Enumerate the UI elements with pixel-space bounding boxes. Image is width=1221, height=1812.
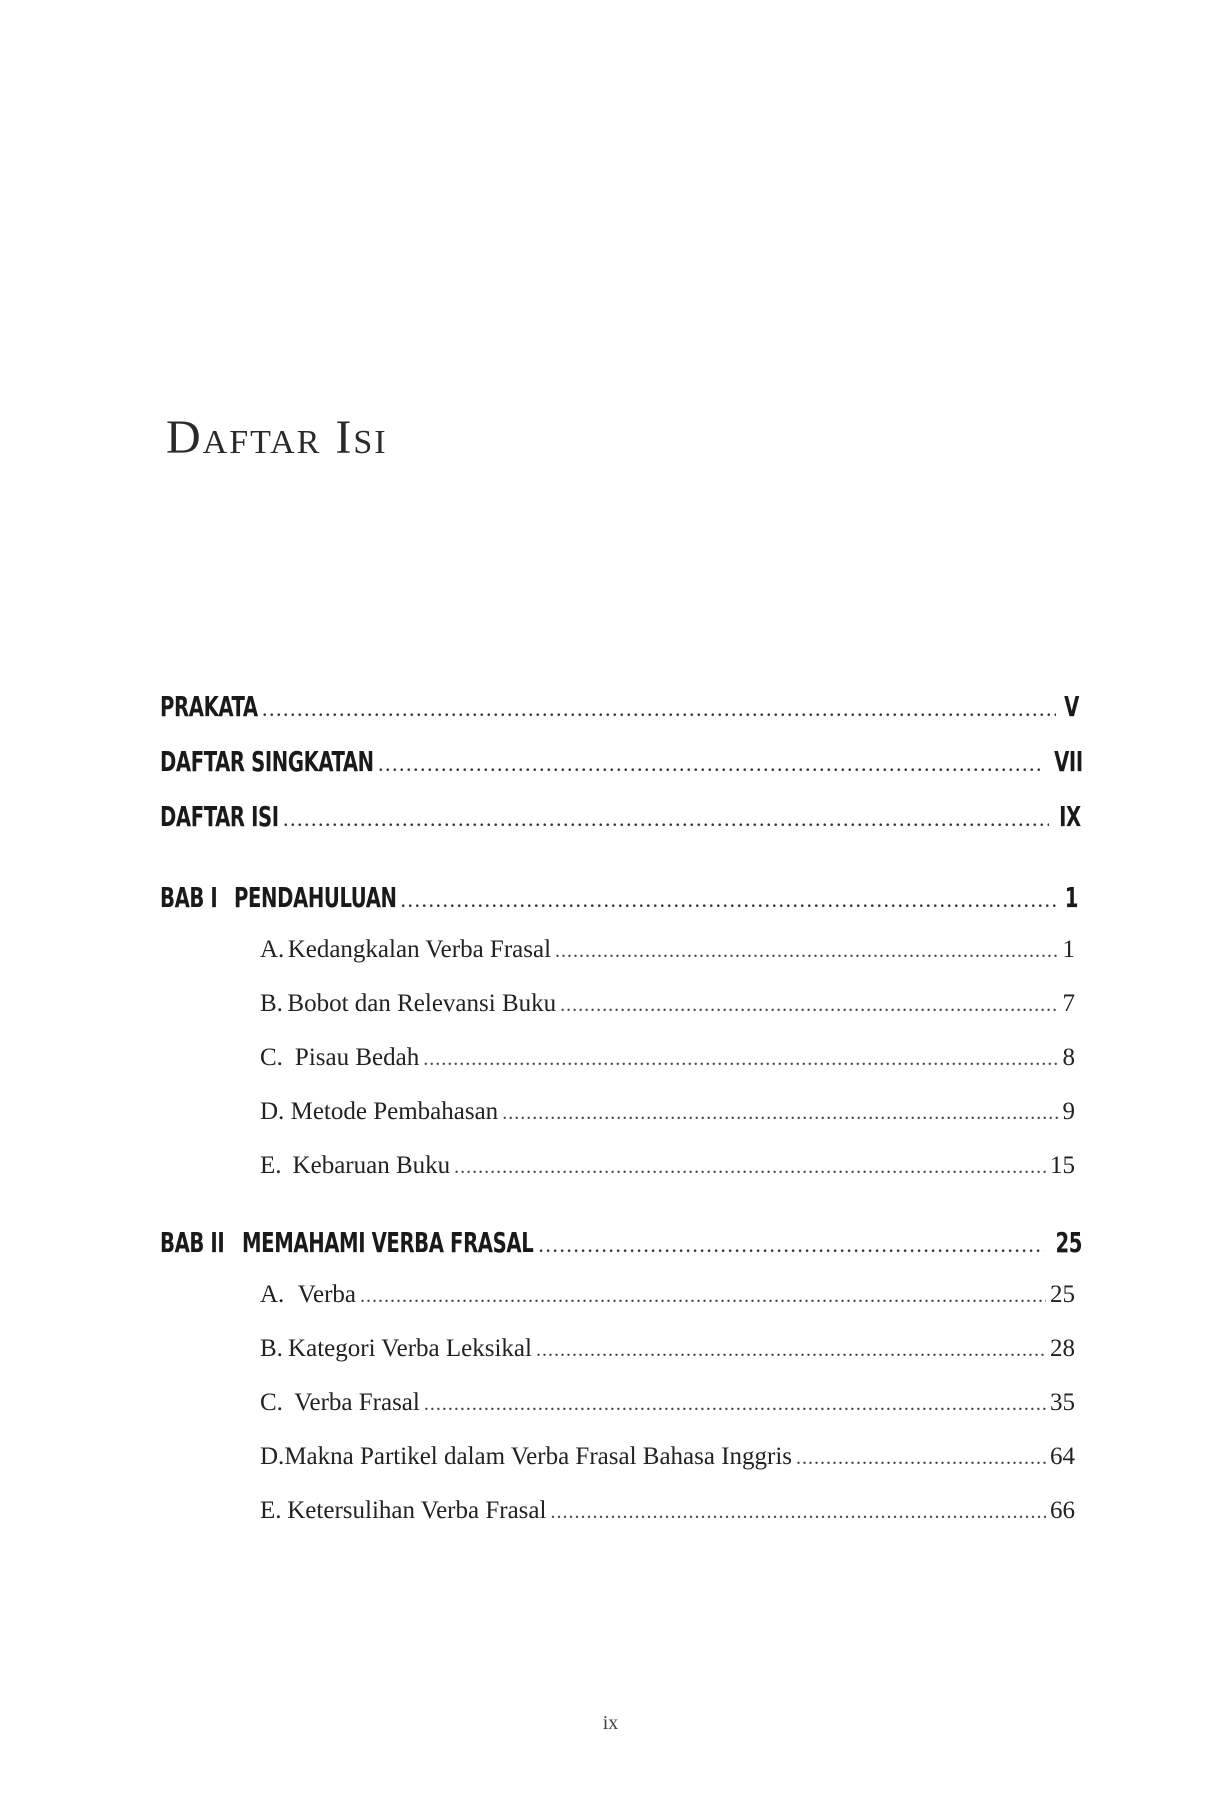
chapter-title: PENDAHULUAN (233, 881, 397, 914)
toc-section[interactable] (160, 1443, 1075, 1497)
section-letter: A. (260, 936, 288, 964)
section-letter: D. (260, 1443, 285, 1470)
chapter-title: MEMAHAMI VERBA FRASAL (242, 1226, 534, 1259)
toc-entry-page: IX (1059, 800, 1081, 833)
dot-leader (502, 1102, 1058, 1125)
table-of-contents (160, 690, 1083, 1551)
section-page: 28 (1050, 1335, 1075, 1362)
section-title: Verba Frasal (294, 1389, 420, 1416)
section-title: Metode Pembahasan (290, 1098, 499, 1125)
section-letter: C. (260, 1389, 294, 1417)
dot-leader (423, 1048, 1058, 1071)
section-page: 7 (1062, 990, 1075, 1017)
toc-section[interactable] (160, 1497, 1075, 1551)
chapter-page: 1 (1064, 881, 1079, 914)
dot-leader (378, 751, 1042, 777)
dot-leader (283, 806, 1049, 832)
dot-leader (424, 1393, 1046, 1416)
section-letter: E. (260, 1152, 293, 1180)
section-title: Kedangkalan Verba Frasal (287, 936, 552, 963)
section-page: 66 (1050, 1497, 1075, 1524)
section-page: 1 (1062, 936, 1075, 963)
page-title: Daftar Isi (166, 411, 388, 464)
chapter-page: 25 (1055, 1226, 1083, 1259)
section-title: Kategori Verba Leksikal (288, 1335, 532, 1362)
dot-leader (401, 887, 1057, 913)
section-title: Verba (297, 1281, 357, 1308)
section-letter: C. (260, 1044, 295, 1072)
page-number: ix (602, 1712, 619, 1734)
section-page: 15 (1050, 1152, 1075, 1179)
toc-entry-prakata[interactable] (160, 690, 1079, 745)
dot-leader (262, 696, 1056, 722)
dot-leader (555, 940, 1058, 963)
dot-leader (538, 1232, 1044, 1258)
dot-leader (796, 1447, 1046, 1470)
section-page: 35 (1050, 1389, 1075, 1416)
toc-section[interactable] (160, 1044, 1075, 1098)
section-letter: B. (260, 990, 287, 1018)
toc-entry-label: PRAKATA (160, 690, 258, 723)
section-title: Pisau Bedah (294, 1044, 420, 1071)
section-letter: E. (260, 1497, 287, 1525)
chapter-number: BAB II (160, 1226, 225, 1259)
toc-section[interactable] (160, 1389, 1075, 1443)
section-page: 8 (1062, 1044, 1075, 1071)
toc-entry-label: DAFTAR ISI (160, 800, 279, 833)
toc-section[interactable] (160, 990, 1075, 1044)
section-letter: D. (260, 1098, 291, 1126)
toc-section[interactable] (160, 1335, 1075, 1389)
section-title: Makna Partikel dalam Verba Frasal Bahasa Inggris (284, 1443, 793, 1470)
toc-entry-page: VII (1054, 745, 1083, 778)
dot-leader (454, 1156, 1046, 1179)
toc-chapter-1[interactable] (160, 881, 1079, 936)
toc-section[interactable] (160, 1098, 1075, 1152)
toc-section[interactable] (160, 1281, 1075, 1335)
section-title: Bobot dan Relevansi Buku (287, 990, 557, 1017)
dot-leader (550, 1501, 1046, 1524)
dot-leader (560, 994, 1058, 1017)
section-page: 64 (1050, 1443, 1075, 1470)
toc-entry-label: DAFTAR SINGKATAN (160, 745, 374, 778)
toc-entry-daftar-singkatan[interactable] (160, 745, 1083, 800)
section-page: 25 (1050, 1281, 1075, 1308)
section-title: Ketersulihan Verba Frasal (287, 1497, 547, 1524)
toc-section[interactable] (160, 1152, 1075, 1206)
chapter-number: BAB I (160, 881, 218, 914)
toc-entry-daftar-isi[interactable] (160, 800, 1081, 855)
section-page: 9 (1062, 1098, 1075, 1125)
dot-leader (360, 1285, 1046, 1308)
section-letter: A. (260, 1281, 298, 1309)
dot-leader (536, 1339, 1046, 1362)
section-letter: B. (260, 1335, 288, 1363)
toc-entry-page: V (1064, 690, 1079, 723)
section-title: Kebaruan Buku (292, 1152, 451, 1179)
toc-section[interactable] (160, 936, 1075, 990)
toc-chapter-2[interactable] (160, 1226, 1083, 1281)
